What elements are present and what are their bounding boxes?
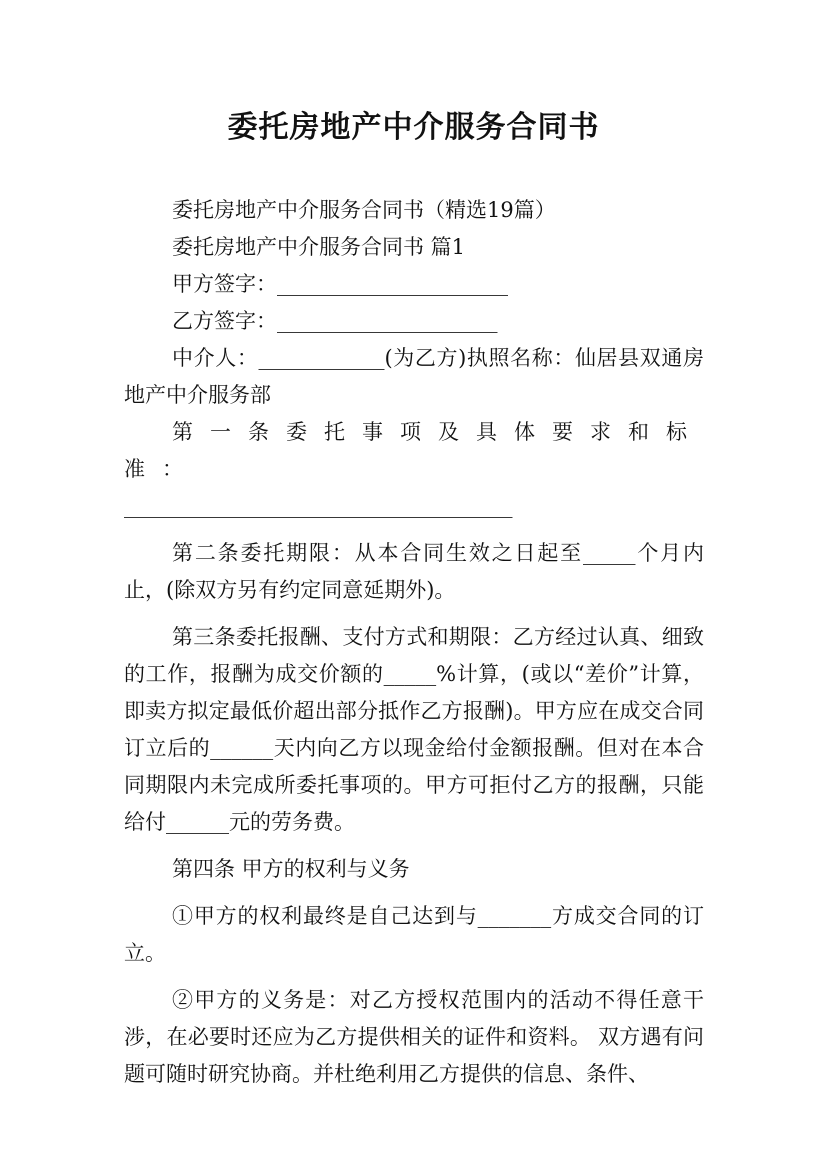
paragraph-party-b-signature: 乙方签字：_____________________	[172, 309, 498, 333]
paragraph-article-2: 第二条委托期限：从本合同生效之日起至_____个月内止，(除双方另有约定同意延期外)。	[124, 541, 704, 602]
paragraph-party-a-signature: 甲方签字：______________________	[172, 272, 508, 296]
paragraph-party-a-obligations: ②甲方的义务是：对乙方授权范围内的活动不得任意干涉，在必要时还应为乙方提供相关的证件和资料。 双方遇有问题可随时研究协商。并杜绝利用乙方提供的信息、条件、	[124, 988, 704, 1086]
paragraph-gap	[124, 888, 704, 898]
paragraph-gap	[124, 525, 704, 535]
document-title: 委托房地产中介服务合同书	[227, 110, 600, 145]
paragraph-article-1-blank: _____________________________________	[124, 494, 513, 518]
document-body	[124, 192, 704, 1093]
paragraph-gap	[124, 609, 704, 619]
paragraph-article-1: 第一条委托事项及具体要求和标准：	[124, 420, 704, 481]
paragraph-article-3: 第三条委托报酬、支付方式和期限：乙方经过认真、细致的工作，报酬为成交价额的_____%计算，(或以“差价”计算，即卖方拟定最低价超出部分抵作乙方报酬)。甲方应在成交合同订立后的______天内向乙方以现金给付金额报酬。但对在本合同期限内未完成所委托事项的。甲方可拒付乙方的报酬，只能给付______元的劳务费。	[124, 625, 704, 834]
paragraph-party-a-rights: ①甲方的权利最终是自己达到与_______方成交合同的订立。	[124, 904, 704, 965]
paragraph-gap	[124, 972, 704, 982]
paragraph-section-heading: 委托房地产中介服务合同书 篇1	[172, 235, 466, 259]
paragraph-subtitle: 委托房地产中介服务合同书（精选19篇）	[172, 198, 556, 222]
paragraph-intermediary: 中介人：____________(为乙方)执照名称：仙居县双通房地产中介服务部	[124, 346, 704, 407]
paragraph-gap	[124, 841, 704, 851]
paragraph-article-4: 第四条 甲方的权利与义务	[172, 857, 410, 881]
